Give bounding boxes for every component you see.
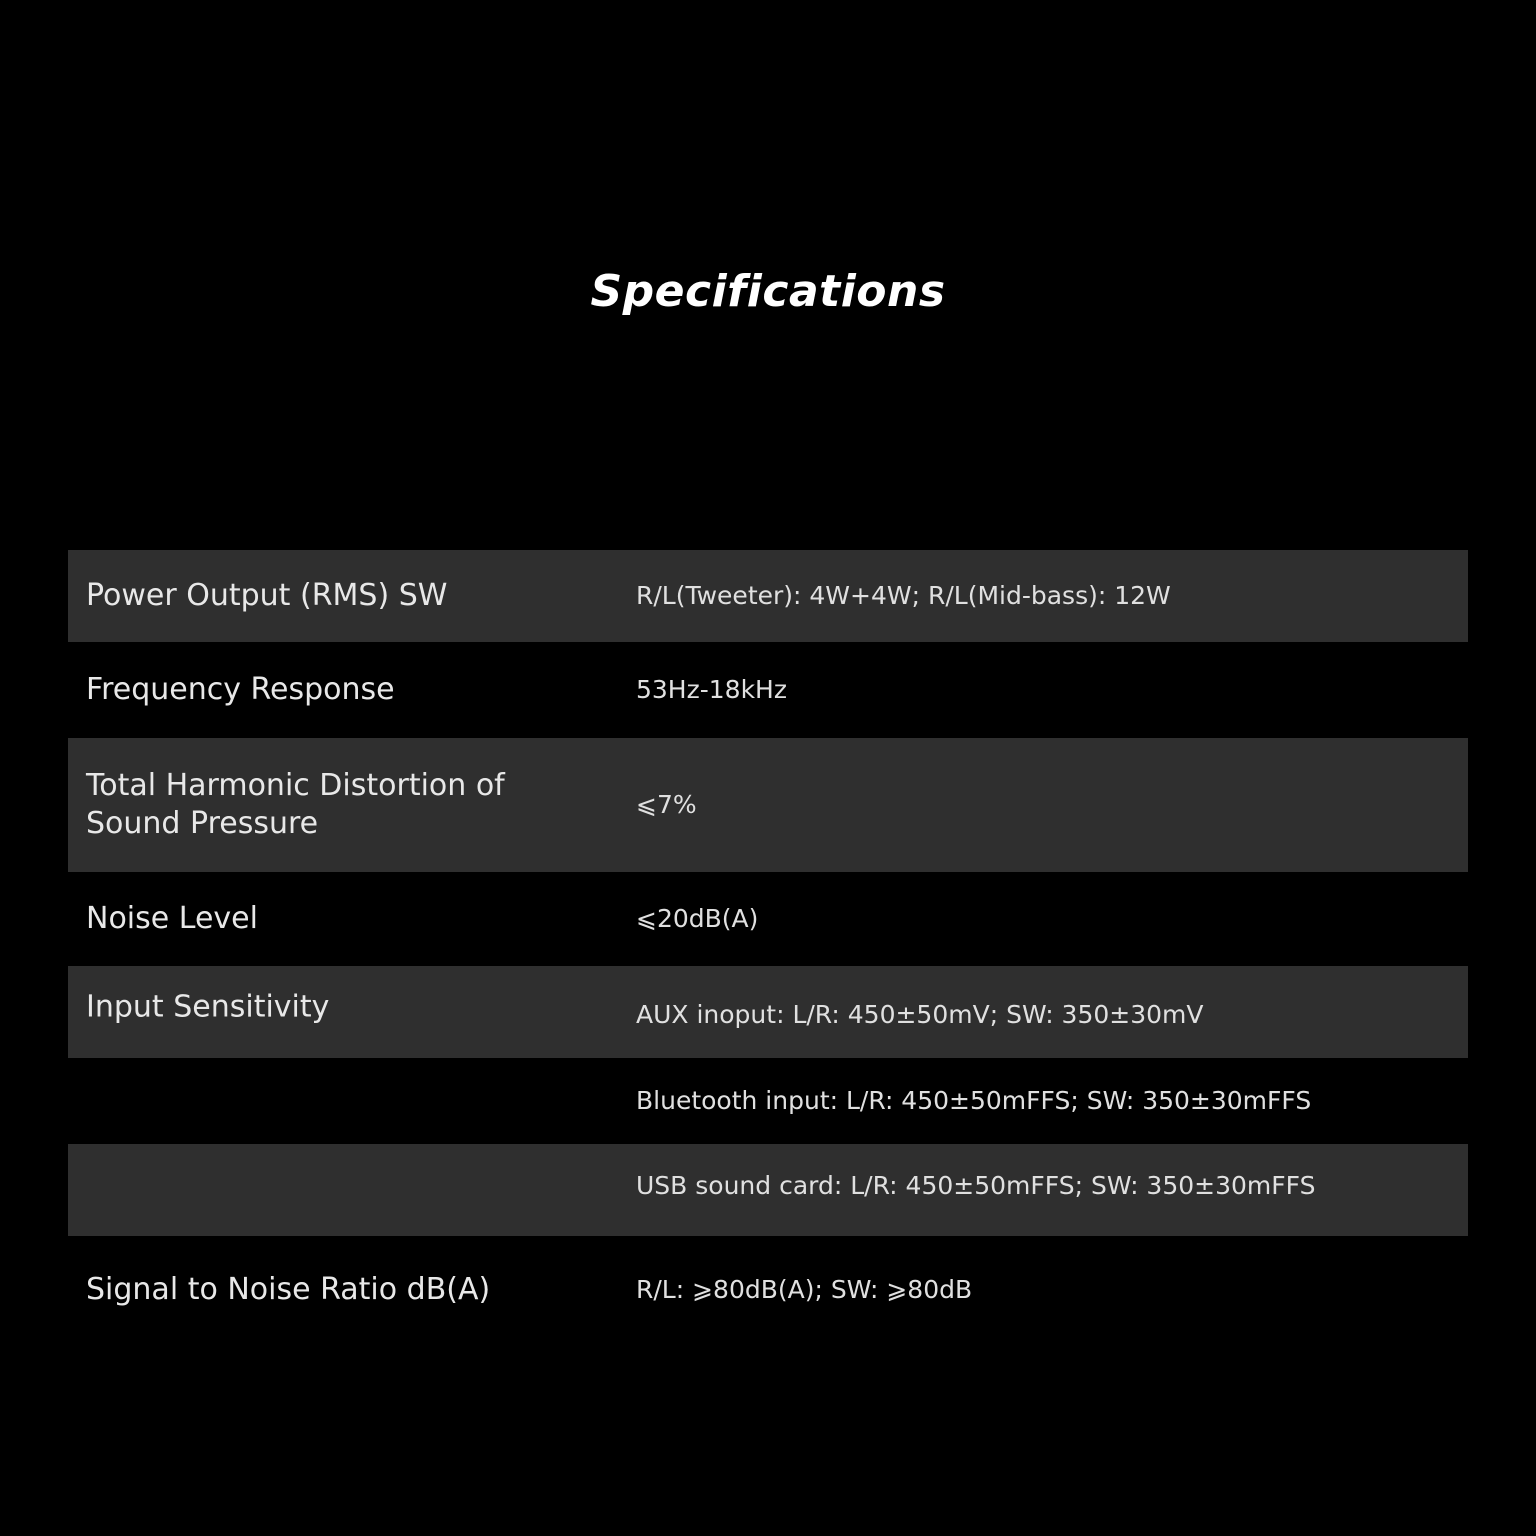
spec-row-bluetooth-input	[68, 1058, 1468, 1144]
spec-value: 53Hz-18kHz	[636, 675, 787, 704]
spec-row-thd	[68, 738, 1468, 872]
spec-table	[68, 550, 1468, 1344]
spec-row-input-sensitivity	[68, 966, 1468, 1058]
spec-label: Total Harmonic Distortion of Sound Pressure	[86, 768, 505, 841]
spec-label: Power Output (RMS) SW	[86, 578, 448, 613]
spec-row-noise-level	[68, 872, 1468, 966]
spec-value: USB sound card: L/R: 450±50mFFS; SW: 350±30mFFS	[636, 1171, 1316, 1201]
spec-value: AUX inoput: L/R: 450±50mV; SW: 350±30mV	[636, 1000, 1204, 1030]
spec-value: R/L: ⩾80dB(A); SW: ⩾80dB	[636, 1275, 973, 1304]
spec-value: ⩽20dB(A)	[636, 904, 759, 933]
spec-row-frequency-response	[68, 642, 1468, 738]
spec-value: R/L(Tweeter): 4W+4W; R/L(Mid-bass): 12W	[636, 581, 1171, 610]
spec-label: Signal to Noise Ratio dB(A)	[86, 1272, 491, 1307]
spec-value: Bluetooth input: L/R: 450±50mFFS; SW: 350±30mFFS	[636, 1086, 1312, 1115]
spec-label: Frequency Response	[86, 672, 395, 707]
spec-row-snr	[68, 1236, 1468, 1344]
page-title: Specifications	[590, 266, 946, 317]
spec-value: ⩽7%	[636, 790, 697, 819]
spec-row-usb-sound-card	[68, 1144, 1468, 1236]
spec-label: Noise Level	[86, 901, 258, 936]
spec-label: Input Sensitivity	[86, 989, 330, 1025]
spec-row-power-output	[68, 550, 1468, 642]
